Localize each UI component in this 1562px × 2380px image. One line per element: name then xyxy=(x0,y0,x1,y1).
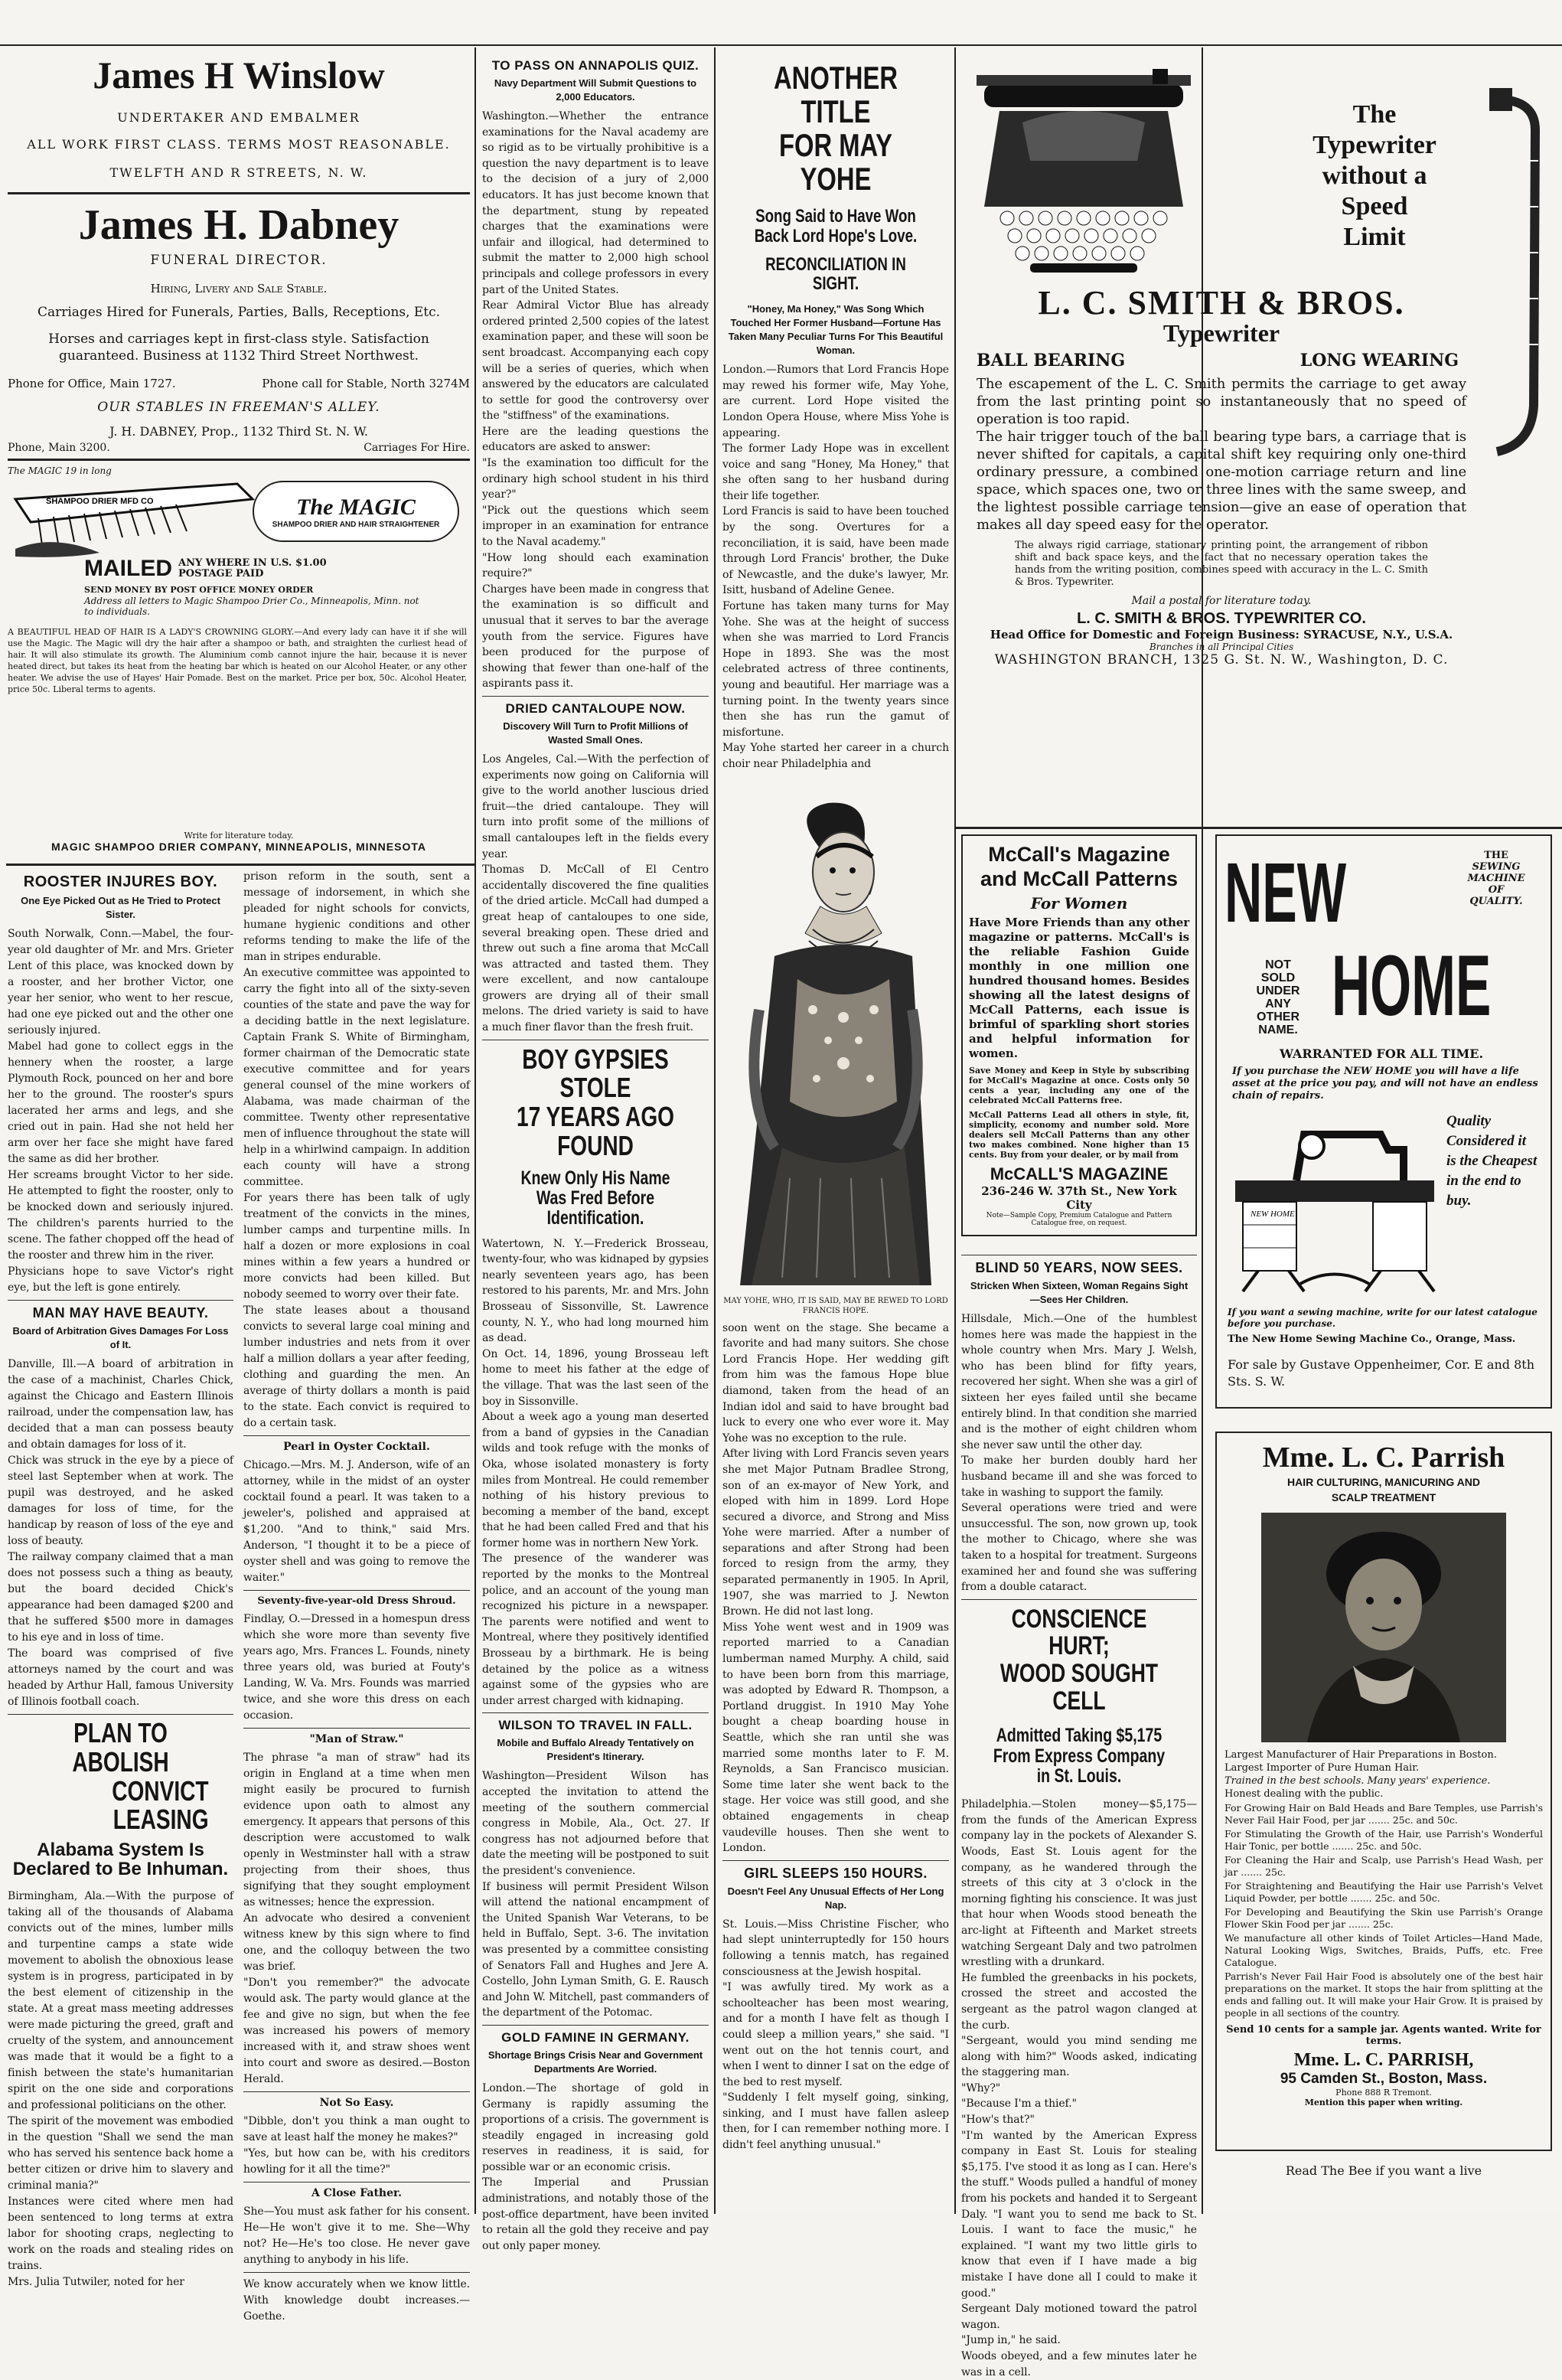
parrish-phone: Phone 888 R Tremont. xyxy=(1335,2088,1432,2098)
column-rule xyxy=(474,47,476,2214)
goethe-quote: We know accurately when we know little. With knowledge doubt increases.—Goethe. xyxy=(243,2278,470,2323)
dabney-phone-stable: Phone call for Stable, North 3274M xyxy=(262,377,470,390)
yohe-body: London.—Rumors that Lord Francis Hope may rewed his former wife, May Yohe, are current. Lord Hope visited the London Opera House, where Miss Yohe is appearing. The former Lady Hope was in excellent voice and sang "Honey, Ma Honey," that she often sang to her husband during their life together. Lord Francis is said to have been touched by the song. Overtures for a reconciliation, it is said, have been made through Lord Francis' brother, the Duke of Newcastle, and the duke's lawyer, Mr. Isitt, husband of Adeline Genee. Fortune has taken many turns for May Yohe. She was at the height of success when she was married to Lord Francis Hope in 1893. She was the most celebrated actress of three continents, young and beautiful. Her marriage was a turning point. In the twenty years since then she has run the gamut of misfortune. May Yohe started her career in a church choir near Philadelphia and xyxy=(722,364,949,770)
column-rule xyxy=(954,47,956,2214)
typewriter-title4: Speed xyxy=(1341,192,1408,220)
magic-address: Address all letters to Magic Shampoo Drier Co., Minneapolis, Minn. not to individuals. xyxy=(84,596,419,617)
shroud-head: Seventy-five-year-old Dress Shroud. xyxy=(257,1595,456,1607)
convict-continued: prison reform in the south, sent a message of indorsement, in which she pleaded for night schools for convicts, humane hygienic conditions and other reforms tending to make the life of the man in stripes endurable. An executive committee was appointed to carry the fight into all of the sixty-seven counties of the state and pave the way for a deciding battle in the next legislature. Captain Frank S. White of Birmingham, former chairman of the Democratic state executive committee and for years general counsel of the mine workers of Alabama, was made chairman of the committee. Twenty other representative men of influence throughout the state will help in a whirlwind campaign. In addition each county will have a strong committee. For years there has been talk of ugly treatment of the convicts in the mines, lumber camps and turpentine mills. In half a dozen or more explosions in coal mines within a few years a hundred or more convicts had been killed. But nobody seemed to worry over their fate. The state leases about a thousand convicts to several large coal mining and lumber industries and nets from it over half a million dollars a year after feeding, clothing and guarding the men. An average of thirty dollars a month is paid to the state. Each convict is required to do a certain task. xyxy=(243,870,470,1429)
gold-deck: Shortage Brings Crisis Near and Government Departments Are Worried. xyxy=(488,2049,703,2075)
newhome-warranted: WARRANTED FOR ALL TIME. xyxy=(1279,1046,1484,1061)
ad-rule xyxy=(6,864,474,866)
dabney-footer xyxy=(8,442,470,454)
dabney-services: Hiring, Livery and Sale Stable. xyxy=(150,282,328,295)
convict-deck: Alabama System Is Declared to Be Inhuman. xyxy=(12,1840,229,1880)
cantaloupe-deck: Discovery Will Turn to Profit Millions of Wasted Small Ones. xyxy=(503,720,688,746)
mccall-body: Have More Friends than any other magazine or patterns. McCall's is the reliable Fashion Guide monthly in one million one hundred thousand homes. Besides showing all the latest designs of McCall Patterns, each issue is brimful of sparkling short stories and helpful information for women. xyxy=(969,916,1189,1060)
conscience-head1: CONSCIENCE HURT; xyxy=(1011,1604,1147,1661)
newhome-sewing: SEWING MACHINE OF QUALITY. xyxy=(1467,861,1525,907)
parrish-list-item: For Developing and Beautifying the Skin use Parrish's Orange Flower Skin Food per jar ....... 25c. xyxy=(1224,1906,1543,1930)
mccall-ad xyxy=(961,834,1197,1236)
magic-top-text: The MAGIC 19 in long xyxy=(8,465,112,476)
parrish-honest: Honest dealing with the public. xyxy=(1224,1788,1384,1800)
parrish-name: Mme. L. C. PARRISH, xyxy=(1293,2050,1474,2070)
typewriter-head-office: Head Office for Domestic and Foreign Business: SYRACUSE, N.Y., U.S.A. xyxy=(990,628,1453,642)
column-1a xyxy=(8,869,233,2288)
typewriter-small: The always rigid carriage, stationary printing point, the arrangement of ribbon shift and back space keys, and the fact that no necessary operation takes the hands from the writing position, combines speed with accuracy in the L. C. Smith & Bros. Typewriter. xyxy=(1015,540,1428,588)
column-1b xyxy=(243,869,470,2323)
column-5 xyxy=(1209,834,1558,2209)
newhome-notsold: NOT SOLD UNDER ANY OTHER NAME. xyxy=(1256,958,1300,1037)
dabney-ad xyxy=(8,201,470,454)
notso-body: "Dibble, don't you think a man ought to save at least half the money he makes?" "Yes, but how can be, with his creditors howling for it all the time?" xyxy=(243,2115,470,2176)
girl-body: St. Louis.—Miss Christine Fischer, who had slept uninterruptedly for 150 hours following a tennis match, has regained consciousness at the Jewish hospital. "I was awfully tired. My work as a schoolteacher has been most wearing, and for a month I have felt as though I could sleep a million years," she said. "I went out on the hot tennis court, and when I went to dinner I sat on the edge of the bed to rest myself. "Suddenly I felt myself going, sinking, sinking, and I must have fallen asleep then, for I can remember nothing more. I didn't feel anything unusual." xyxy=(722,1918,949,2152)
winslow-dabney-ads xyxy=(8,54,470,834)
parrish-trained: Trained in the best schools. Many years' experience. xyxy=(1224,1775,1491,1787)
gypsies-head2: 17 YEARS AGO FOUND xyxy=(517,1101,674,1162)
magic-order: SEND MONEY BY POST OFFICE MONEY ORDER xyxy=(84,585,314,595)
typewriter-brand: L. C. SMITH & BROS. xyxy=(1038,284,1405,322)
portrait-illustration xyxy=(729,780,943,1293)
typewriter-mail: Mail a postal for literature today. xyxy=(1131,595,1312,607)
typewriter-ad xyxy=(961,54,1558,819)
typewriter-illustration xyxy=(969,69,1198,276)
dabney-carriages: Carriages Hired for Funerals, Parties, Balls, Receptions, Etc. xyxy=(37,305,441,320)
gold-body: London.—The shortage of gold in Germany is rapidly assuming the proportions of a crisis. The government is steadily engaged in increasing gold reserves in readiness, it is said, for possible war or an economic crisis. The Imperial and Prussian administrations, and notably those of the post-office department, have been invited to retain all the gold they receive and pay out only paper money. xyxy=(482,2081,709,2252)
rooster-body: South Norwalk, Conn.—Mabel, the four-year old daughter of Mr. and Mrs. Grieter Lent of this place, was knocked down by a rooster, and her brother Victor, one year her senior, who went to her rescue, had one eye picked out and the other one seriously injured. Mabel had gone to collect eggs in the hennery when the rooster, a large Plymouth Rock, pounced on her and bore her to the ground. The rooster's spurs lacerated her arms and legs, and she cried out in pain. Had she not held her arm over her face she might have fared the same as did her brother. Her screams brought Victor to her side. He attempted to fight the rooster, only to be knocked down and seriously injured. The children's parents hurried to the scene. The father chopped off the head of the rooster and threw him in the river. Physicians hope to save Victor's right eye, but the left is gone entirely. xyxy=(8,928,233,1294)
mccall-save: Save Money and Keep in Style by subscribing for McCall's Magazine at once. Costs only 50 cents a year, including any one of the celebrated McCall Patterns free. xyxy=(969,1066,1189,1105)
convict-head1: PLAN TO ABOLISH xyxy=(72,1717,169,1778)
magic-mailed-detail: ANY WHERE IN U.S. $1.00 POSTAGE PAID xyxy=(178,557,327,579)
magic-literature: Write for literature today. xyxy=(184,831,294,841)
parrish-mention: Mention this paper when writing. xyxy=(1304,2098,1463,2107)
mccall-title2: and McCall Patterns xyxy=(980,867,1179,890)
wilson-head: WILSON TO TRAVEL IN FALL. xyxy=(498,1718,693,1733)
gypsies-body: Watertown, N. Y.—Frederick Brosseau, twenty-four, who was kidnaped by gypsies nearly seventeen years ago, has been restored to his parents, Mr. and Mrs. John Brosseau of Sissonville, St. Lawrence county, N. Y., who had long mourned him as dead. On Oct. 14, 1896, young Brosseau left home to meet his father at the edge of the village. That was the last seen of the boy in Sissonville. About a week ago a young man deserted from a band of gypsies in the Canadian wilds and took refuge with the monks of Oka, whose isolated monastery is forty miles from Montreal. He could remember nothing of his history previous to becoming a member of the band, except that he had been called Fred and that his former home was in northern New York. The presence of the wanderer was reported by the monks to the Montreal police, and an account of the young man recognized his picture in a newspaper. The parents were notified and went to Montreal, where they positively identified Brosseau by a birthmark. He is being detained by the police as a witness against some of the gypsies who are under arrest charged with kidnaping. xyxy=(482,1237,709,1707)
yohe-deck2: "Honey, Ma Honey," Was Song Which Touched Her Former Husband—Fortune Has Taken Many Peculiar Turns For This Beautiful Woman. xyxy=(728,303,944,357)
parrish-list xyxy=(1224,1802,1543,2019)
straw-body: The phrase "a man of straw" had its origin in England at a time when men might easily be procured to furnish evidence upon oath to almost any emergency. It appears that persons of this description were accustomed to walk openly in Westminster hall with a straw projecting from their shoes, thus signifying that they sought employment as witnesses; hence the expression. An advocate who desired a convenient witness knew by this sign where to find one, and the colloquy between the two was brief. "Don't you remember?" the advocate would ask. The party would glance at the fee and give no sign, but when the fee was increased his powers of memory increased with it, and straw shoes went into court and swore as desired.—Boston Herald. xyxy=(243,1752,470,2085)
winslow-ad xyxy=(8,54,470,180)
conscience-deck: Admitted Taking $5,175 From Express Company in St. Louis. xyxy=(993,1725,1166,1787)
pearl-head: Pearl in Oyster Cocktail. xyxy=(283,1441,430,1453)
newhome-company: The New Home Sewing Machine Co., Orange, Mass. xyxy=(1228,1334,1516,1345)
dabney-phone-office: Phone for Office, Main 1727. xyxy=(8,377,176,390)
dabney-phones xyxy=(8,377,470,390)
cantaloupe-head: DRIED CANTALOUPE NOW. xyxy=(505,700,686,716)
cantaloupe-body: Los Angeles, Cal.—With the perfection of experiments now going on California will give to the world another luscious dried fruit—the dried cantaloupe. They will turn into profit some of the millions of small cantaloupes left in the fields every year. Thomas D. McCall of El Centro accidentally discovered the fine qualities of the dried article. McCall had dumped a great heap of cantaloupes to one side, several breaking open. These dried and threw out such a fine aroma that McCall was attracted and tasted them. They were excellent, and now cantaloupe growers are drying all of their small melons. The dried variety is said to have a much finer flavor than the fresh fruit. xyxy=(482,753,709,1034)
magic-company: MAGIC SHAMPOO DRIER COMPANY, MINNEAPOLIS, MINNESOTA xyxy=(51,841,426,853)
sewing-machine-illustration xyxy=(1228,1112,1442,1295)
parrish-list-item: Parrish's Never Fail Hair Food is absolutely one of the best hair preparations on the market. It stops the hair from splitting at the ends and falling out. It will make your Hair Grow. It is praised by people in all sections of the country. xyxy=(1224,1970,1543,2019)
parrish-list-item: We manufacture all other kinds of Toilet Articles—Hand Made, Natural Looking Wigs, Switches, Braids, Puffs, etc. Free Catalogue. xyxy=(1224,1932,1543,1968)
notso-head: Not So Easy. xyxy=(319,2097,394,2109)
magic-drier-ad xyxy=(8,465,470,703)
dabney-horses: Horses and carriages kept in first-class style. Satisfaction guaranteed. Business at 1132 Third Street Northwest. xyxy=(48,331,429,364)
newhome-quality: Quality Considered it is the Cheapest in the end to buy. xyxy=(1446,1113,1538,1209)
blind-deck: Stricken When Sixteen, Woman Regains Sight—Sees Her Children. xyxy=(970,1280,1189,1305)
beauty-deck: Board of Arbitration Gives Damages For Loss of It. xyxy=(12,1325,229,1350)
girl-deck: Doesn't Feel Any Unusual Effects of Her Long Nap. xyxy=(727,1885,944,1911)
blind-head: BLIND 50 YEARS, NOW SEES. xyxy=(975,1260,1183,1275)
parrish-address: 95 Camden St., Boston, Mass. xyxy=(1280,2071,1488,2087)
newhome-the: THE xyxy=(1484,850,1508,861)
top-rule xyxy=(0,44,1562,46)
mccall-name: McCALL'S MAGAZINE xyxy=(990,1164,1169,1183)
newhome-title: NEW xyxy=(1224,846,1347,940)
drawer-label: NEW HOME xyxy=(1251,1210,1295,1219)
beauty-head: MAN MAY HAVE BEAUTY. xyxy=(32,1305,209,1321)
dabney-phone-main: Phone, Main 3200. xyxy=(8,442,110,454)
magic-badge-title: The MAGIC xyxy=(296,494,416,520)
yohe-caption: MAY YOHE, WHO, IT IS SAID, MAY BE REWED TO LORD FRANCIS HOPE. xyxy=(723,1296,948,1315)
typewriter-body: The escapement of the L. C. Smith permits the carriage to get away from the last printing point so instantaneously that no speed of operation is too rapid. The hair trigger touch of the ball bearing type bars, a carriage that is never shifted for capitals, a capital shift key requiring only one-third ordinary pressure, a combined one-motion carriage return and line space, which spaces one, two or three lines with the same sweep, and the lightest possible carriage tension—give an ease of operation that makes all day speed easy for the operator. xyxy=(977,376,1466,533)
shroud-body: Findlay, O.—Dressed in a homespun dress which she wore more than seventy five years ago, Mrs. Frances L. Founds, ninety three years old, was buried at Fouty's Landing, W. Va. Mrs. Founds was married twice, and she wore this dress on each occasion. xyxy=(243,1613,470,1722)
quiz-body: Washington.—Whether the entrance examinations for the Naval academy are so rigid as to be virtually prohibitive is a question the navy department is to leave to the decision of a jury of 2,000 educators. It has just become known that the department, stung by repeated charges that the examinations were unfair and illogical, had determined to submit the matter to 2,000 high school principals and college professors in every part of the United States. Rear Admiral Victor Blue has already ordered printed 2,500 copies of the latest examination paper, and these will soon be sent broadcast. Accompanying each copy will be a series of queries, which when answered by the educators are calculated to settle for good the controversy over the "stiffness" of the examinations. Here are the leading questions the educators are asked to answer: "Is the examination too difficult for the ordinary high school student in his third year?" "Pick out the questions which seem improper in an examination for entrance to the Naval academy." "How long should each examination require?" Charges have been made in congress that the examination is so difficult and unusual that it serves to bar the average youth from the service. Figures have been produced for the purpose of showing that fewer than one-half of the aspirants pass it. xyxy=(482,110,709,690)
magic-badge xyxy=(253,481,459,542)
parrish-ad xyxy=(1215,1432,1552,2151)
typewriter-title1: The xyxy=(1352,100,1397,129)
dabney-stables: OUR STABLES IN FREEMAN'S ALLEY. xyxy=(97,400,380,415)
dabney-name: James H. Dabney xyxy=(78,201,399,249)
magic-body: A BEAUTIFUL HEAD OF HAIR IS A LADY'S CROWNING GLORY.—And every lady can have it if she will use the Magic. The Magic will dry the hair after a shampoo or bath, and straighten the curliest head of hair. It will also stimulate its growth. The Aluminium comb cannot injure the hair, because it is never heated direct, but takes its heat from the heating bar which is heated on our Alcohol Heater, or any other heater. We advise the use of Hayes' Hair Pomade. Best on the market. Price per box, 50c. Alcohol Heater, price 50c. Liberal terms to agents. xyxy=(8,627,467,694)
typewriter-title xyxy=(1275,100,1474,253)
gold-head: GOLD FAMINE IN GERMANY. xyxy=(501,2029,690,2045)
magic-footer xyxy=(8,831,470,861)
winslow-name: James H Winslow xyxy=(93,54,385,96)
winslow-line2: ALL WORK FIRST CLASS. TERMS MOST REASONABLE. xyxy=(27,137,451,152)
blind-body: Hillsdale, Mich.—One of the humblest homes here was made the happiest in the whole country when Mrs. Mary J. Welsh, who has been blind for fifty years, recovered her sight. When she was a girl of sixteen her eyes failed until she became entirely blind. In that condition she married and is the mother of eight children whom she never saw until the other day. To make her burden doubly hard her husband became ill and she was forced to take in washing to support the family. Several operations were tried and were unsuccessful. The son, now grown up, took the mother to Chicago, where she was taken to a hospital for treatment. Surgeons examined her and found she was suffering from a double cataract. xyxy=(961,1313,1197,1594)
parrish-send: Send 10 cents for a sample jar. Agents wanted. Write for terms. xyxy=(1226,2024,1541,2047)
parrish-list-item: For Growing Hair on Bald Heads and Bare Temples, use Parrish's Never Fail Hair Food, per jar ....... 25c. and 50c. xyxy=(1224,1802,1543,1826)
yohe-head1: ANOTHER TITLE xyxy=(774,60,898,130)
parrish-importer: Largest Importer of Pure Human Hair. xyxy=(1224,1762,1420,1774)
parrish-list-item: For Straightening and Beautifying the Hair use Parrish's Velvet Liquid Powder, per bottle ....... 25c. and 50c. xyxy=(1224,1880,1543,1904)
dabney-role: FUNERAL DIRECTOR. xyxy=(150,253,328,268)
svg-text:SHAMPOO DRIER MFD CO: SHAMPOO DRIER MFD CO xyxy=(46,497,154,506)
wilson-body: Washington—President Wilson has accepted the invitation to attend the meeting of the southern commercial congress in Mobile, Ala., Oct. 27. If congress has not adjourned before that date the meeting will be postponed to suit the president's convenience. If business will permit President Wilson will attend the national encampment of the United Spanish War Veterans, to be held in Buffalo, Sept. 3-6. The invitation was presented by a committee consisting of Senators Fall and Hughes and Jere A. Costello, John Lyman Smith, G. E. Rausch and John W. Mitchell, past commanders of the department of the Potomac. xyxy=(482,1770,709,2019)
yohe-head3: RECONCILIATION IN SIGHT. xyxy=(765,253,906,294)
newhome-tagline xyxy=(1462,850,1531,907)
parrish-portrait xyxy=(1261,1513,1506,1742)
parrish-list-item: For Stimulating the Growth of the Hair, use Parrish's Wonderful Hair Tonic, per bottle ....... 25c. and 50c. xyxy=(1224,1828,1543,1852)
yohe-deck: Song Said to Have Won Back Lord Hope's Love. xyxy=(754,206,918,246)
mccall-sub: For Women xyxy=(1030,894,1128,912)
yohe-head2: FOR MAY YOHE xyxy=(778,127,893,198)
carriage-lever-illustration xyxy=(1466,84,1543,459)
may-yohe-portrait xyxy=(722,780,949,1293)
typewriter-branches: Branches in all Principal Cities xyxy=(1149,642,1294,652)
dabney-carriages-hire: Carriages For Hire. xyxy=(364,442,470,454)
column-2 xyxy=(482,54,709,2252)
typewriter-company: L. C. SMITH & BROS. TYPEWRITER CO. xyxy=(1077,610,1366,627)
girl-head: GIRL SLEEPS 150 HOURS. xyxy=(744,1865,928,1881)
typewriter-sub: Typewriter xyxy=(1163,319,1280,347)
magic-mailed-word: MAILED xyxy=(84,556,172,581)
magic-badge-sub: SHAMPOO DRIER AND HAIR STRAIGHTENER xyxy=(272,520,440,529)
parrish-title: Mme. L. C. Parrish xyxy=(1262,1441,1505,1474)
beauty-body: Danville, Ill.—A board of arbitration in the case of a machinist, Charles Chick, against the Chicago and Eastern Illinois railroad, under the compensation law, has decided that a man can possess beauty and obtain damages for loss of it. Chick was struck in the eye by a piece of steel last September when at work. The pupil was destroyed, and he asked damages for loss of time, for the handicap by reason of loss of the eye and loss of beauty. The railway company claimed that a man does not possess such a thing as beauty, but the board decided Chick's appearance had been damaged $200 and that he suffered $500 more in damages to his eye and in loss of time. The board was comprised of five attorneys named by the court and was headed by Arthur Hall, famous University of Illinois football coach. xyxy=(8,1358,233,1708)
winslow-line3: TWELFTH AND R STREETS, N. W. xyxy=(109,165,368,180)
newhome-body: If you purchase the NEW HOME you will have a life asset at the price you pay, and will not have an endless chain of repairs. xyxy=(1232,1066,1538,1102)
typewriter-title3: without a xyxy=(1322,162,1427,190)
winslow-line1: UNDERTAKER AND EMBALMER xyxy=(117,110,360,125)
typewriter-ball: BALL BEARING xyxy=(977,351,1126,371)
quiz-deck: Navy Department Will Submit Questions to 2,000 Educators. xyxy=(494,77,697,103)
quiz-head: TO PASS ON ANNAPOLIS QUIZ. xyxy=(491,58,699,73)
dabney-prop: J. H. DABNEY, Prop., 1132 Third St. N. W. xyxy=(109,424,368,439)
column-3 xyxy=(722,54,949,2209)
father-head: A Close Father. xyxy=(311,2187,402,2199)
parrish-largest: Largest Manufacturer of Hair Preparations in Boston. xyxy=(1224,1749,1497,1761)
newhome-home: HOME xyxy=(1332,938,1492,1033)
conscience-body: Philadelphia.—Stolen money—$5,175—from the funds of the American Express company lay in the pockets of Alexander S. Woods, East St. Louis agent for the company, as he wandered through the streets of this city at 3 o'clock in the morning fighting his conscience. It was just that hour when Woods stood beneath the arc-light at Fifteenth and Market streets watching Sergeant Daly and two patrolmen wrestling with a drunkard. He fumbled the greenbacks in his pockets, crossed the street and accosted the sergeant as the patrol wagon clanged at the curb. "Sergeant, would you mind sending me along with him?" Woods asked, indicating the staggering man. "Why?" "Because I'm a thief." "How's that?" "I'm wanted by the American Express company in East St. Louis for stealing $5,175. I've stood it as long as I can. Here's the stuff." Woods pulled a handful of money from his pockets and handed it to Sergeant Daly. "I want you to send me back to St. Louis. I want to face the music," he explained. "I want my two little girls to know that even if I have made a big mistake I have done all I could to make it good." Sergeant Daly motioned toward the patrol wagon. "Jump in," he said. Woods obeyed, and a few minutes later he was in a cell. xyxy=(961,1798,1197,2378)
typewriter-long: LONG WEARING xyxy=(1299,351,1459,371)
typewriter-copy xyxy=(977,283,1466,668)
ad-rule xyxy=(955,827,1562,829)
comb-drier-illustration xyxy=(8,476,260,560)
parrish-sub: HAIR CULTURING, MANICURING AND SCALP TREATMENT xyxy=(1287,1476,1480,1503)
column-rule xyxy=(714,47,716,2214)
conscience-head2: WOOD SOUGHT CELL xyxy=(999,1659,1159,1716)
newhome-sale: For sale by Gustave Oppenheimer, Cor. E and 8th Sts. S. W. xyxy=(1228,1357,1534,1389)
father-body: She—You must ask father for his consent. He—He won't give it to me. She—Why not? He—He's too close. He never gave anything to anybody in his life. xyxy=(243,2205,470,2266)
typewriter-title5: Limit xyxy=(1343,223,1406,251)
pearl-body: Chicago.—Mrs. M. J. Anderson, wife of an attorney, while in the midst of an oyster cocktail found a pearl. It was taken to a jeweler's, polished and appraised at $1,200. "And to think," said Mrs. Anderson, "I thought it to be a piece of oyster shell and was going to remove the waiter." xyxy=(243,1459,470,1584)
parrish-list-item: For Cleaning the Hair and Scalp, use Parrish's Head Wash, per jar ....... 25c. xyxy=(1224,1854,1543,1878)
straw-head: "Man of Straw." xyxy=(309,1733,404,1745)
magic-mailed xyxy=(84,556,339,582)
mccall-patterns: McCall Patterns Lead all others in style, fit, simplicity, economy and number sold. More dealers sell McCall Patterns than any other two makes combined. None higher than 15 cents. Buy from your dealer, or by mail from xyxy=(969,1110,1189,1160)
mccall-title1: McCall's Magazine xyxy=(988,843,1170,866)
convict-body: Birmingham, Ala.—With the purpose of taking all of the thousands of Alabama convicts out of the mines, lumber mills and turpentine camps a state wide movement to abolish the obnoxious lease system is in progress, participated in by the best element of citizenship in the state. At a great mass meeting addresses were made picturing the greed, graft and cruelty of the system, and announcement was made that it would be a fight to a finish between the state's humanitarian spirit on the one side and corporations and professional politicians on the other. The spirit of the movement was embodied in the question "Shall we send the man who has served his sentence back home a better citizen or drive him to slavery and criminal mania?" Instances were cited where men had been sentenced to long terms at extra labor for shooting craps, neglecting to work on the roads and stealing rides on trains. Mrs. Julia Tutwiler, noted for her xyxy=(8,1889,233,2288)
newhome-ad xyxy=(1215,834,1552,1409)
mccall-note: Note—Sample Copy, Premium Catalogue and Pattern Catalogue free, on request. xyxy=(986,1212,1172,1227)
rooster-head: ROOSTER INJURES BOY. xyxy=(23,873,218,890)
typewriter-washington: WASHINGTON BRANCH, 1325 G. St. N. W., Washington, D. C. xyxy=(994,652,1449,668)
gypsies-head1: BOY GYPSIES STOLE xyxy=(522,1043,669,1104)
rooster-deck: One Eye Picked Out as He Tried to Protect Sister. xyxy=(21,895,220,920)
yohe-body2: soon went on the stage. She became a favorite and had many suitors. She chose Lord Francis Hope. Her wedding gift from him was the famous Hope blue diamond, taken from the head of an Indian idol and said to have brought bad luck to every one who ever wore it. May Yohe was no exception to the rule. After living with Lord Francis seven years she met Major Putnam Bradlee Strong, son of an ex-mayor of New York, and eloped with him in 1899. Lord Hope secured a divorce, and Strong and Miss Yohe were married. After a number of separations and after Strong had been forced to resign from the army, they separated permanently in 1905. In April, 1907, she was married to J. Newton Brown. He did not last long. Miss Yohe went west and in 1909 was reported married to a Canadian lumberman named Murphy. A child, said to have been born from this marriage, was adopted by Edward R. Thompson, a Portland druggist. In 1910 May Yohe bought a cheap boarding house in Seattle, which she ran until she was married some months later to F. M. Reynolds, a San Francisco musician. Some time later she went back to the stage. Her voice was still good, and she obtained engagements in cheap vaudeville houses. Then she went to London. xyxy=(722,1321,949,1855)
column-4 xyxy=(961,834,1197,2378)
typewriter-features xyxy=(977,351,1466,371)
wilson-deck: Mobile and Buffalo Already Tentatively on President's Itinerary. xyxy=(497,1737,694,1763)
gypsies-deck: Knew Only His Name Was Fred Before Identification. xyxy=(520,1167,670,1229)
mccall-address: 236-246 W. 37th St., New York City xyxy=(981,1184,1177,1212)
typewriter-title2: Typewriter xyxy=(1313,131,1436,159)
bee-promo: Read The Bee if you want a live xyxy=(1285,2163,1482,2178)
convict-head2: CONVICT LEASING xyxy=(112,1774,209,1836)
newhome-want: If you want a sewing machine, write for our latest catalogue before you purchase. xyxy=(1228,1307,1538,1329)
